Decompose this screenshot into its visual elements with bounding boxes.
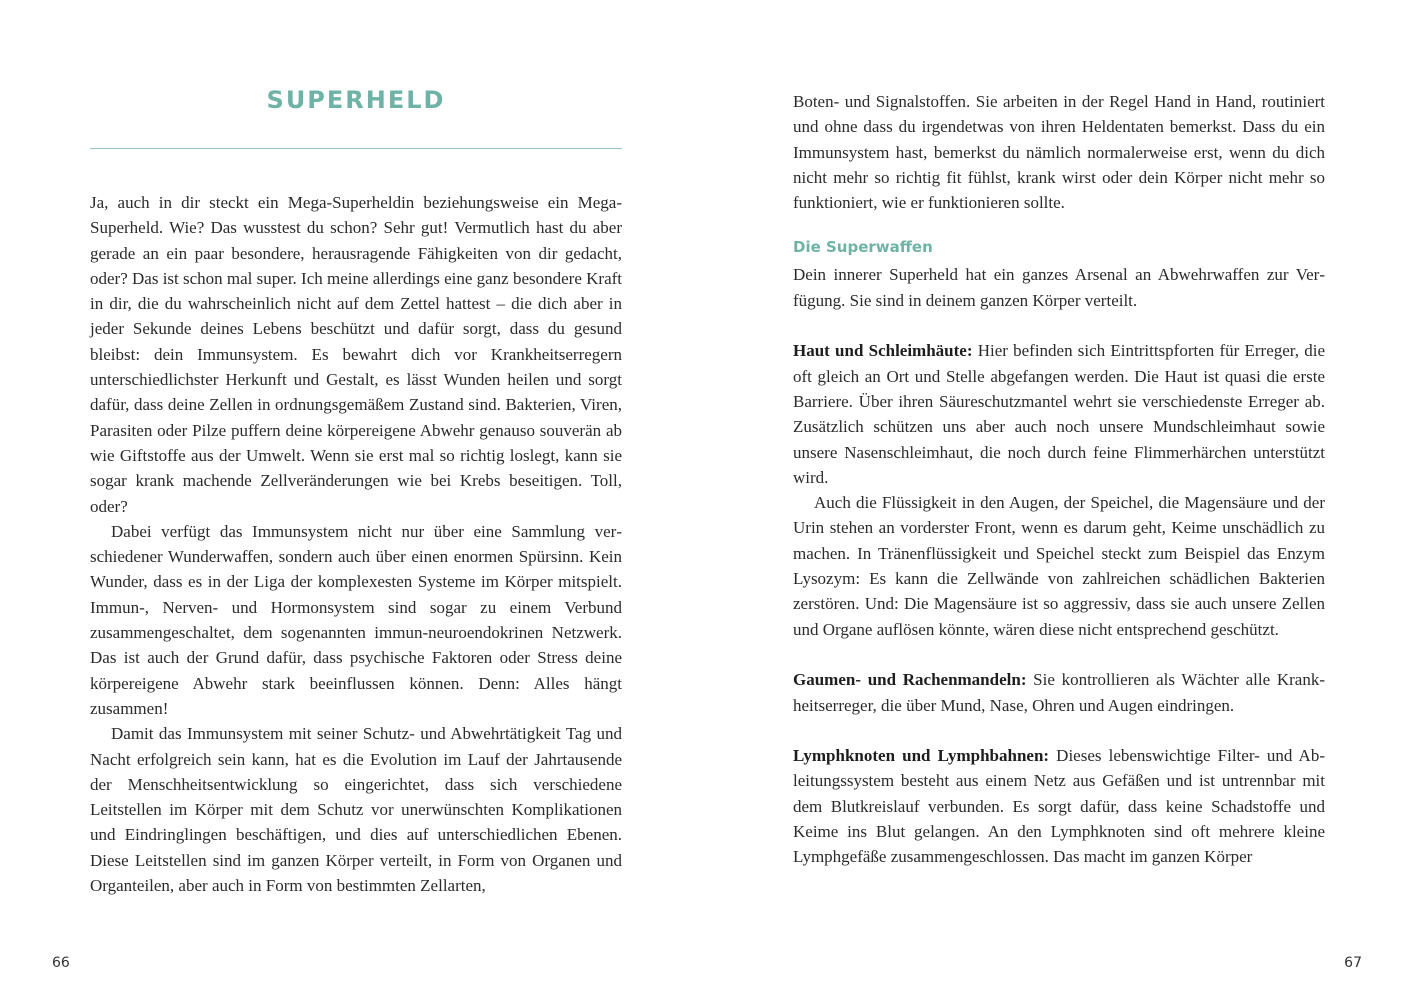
right-page [707,0,1414,1000]
definition-paragraph [793,338,1325,490]
definition-term: Lymphknoten und Lymphbahnen: [793,746,1050,766]
right-page-body [793,89,1325,870]
body-paragraph: Dabei verfügt das Immunsystem nicht nur über eine Sammlung verschiedener Wunderwaffen, sondern auch über einen enormen Spürsinn. Kein Wunder, dass es in der Liga der komplexesten Systeme im Körper mitspielt. Immun-, Nerven- und Hormonsystem sind sogar zu einem Verbund zusammengeschaltet, dem sogenannten immun-neuroendokrinen Netzwerk. Das ist auch der Grund dafür, dass psychische Faktoren oder Stress deine körpereigene Abwehr stark beeinflussen können. Denn: Alles hängt zusammen! [90,521,622,718]
body-paragraph: Boten- und Signalstoffen. Sie arbeiten in der Regel Hand in Hand, routiniert und ohne dass du irgendetwas von ihren Heldentaten bemerkst. Dass du ein Immunsystem hast, bemerkst du nämlich normalerweise erst, wenn du dich nicht mehr so richtig fit fühlst, krank wirst oder dein Körper nicht mehr so funktioniert, wie er funktionieren sollte. [793,92,1325,213]
definition-text: Dieses lebenswichtige Filter- und Ableitungssystem besteht aus einem Netz aus Gefäßen und ist untrennbar mit dem Blutkreislauf verbunden. Es sorgt dafür, dass keine Schadstoffe und Keime ins Blut gelangen. An den Lymphknoten sind oft mehrere kleine Lymphgefäße zusammengeschlossen. Das macht im ganzen Körper [793,746,1326,867]
title-divider [90,148,622,149]
body-paragraph: Dein innerer Superheld hat ein ganzes Arsenal an Abwehrwaffen zur Verfügung. Sie sind in deinem ganzen Körper verteilt. [793,265,1325,310]
definition-paragraph [793,743,1325,869]
section-subheading: Die Superwaffen [793,238,933,257]
definition-term: Haut und Schleimhäute: [793,341,973,361]
chapter-title: SUPERHELD [266,86,446,114]
left-page-body [90,190,622,898]
definition-text: Sie kontrollieren als Wächter alle Krankheitserreger, die über Mund, Nase, Ohren und Augen eindringen. [793,670,1325,715]
definition-term: Gaumen- und Rachenmandeln: [793,670,1027,690]
page-number-right: 67 [1344,955,1362,971]
body-paragraph: Damit das Immunsystem mit seiner Schutz- und Abwehrtätigkeit Tag und Nacht erfolgreich sein kann, hat es die Evolution im Lauf der Jahrtausende der Menschheitsentwicklung so eingerichtet, dass sich verschiedene Leitstellen im Körper mit dem Schutz vor unerwünschten Komplikationen und Eindringlingen beschäftigen, und dies auf unterschiedlichen Ebenen. Diese Leitstellen sind im ganzen Körper verteilt, in Form von Organen und Organteilen, aber auch in Form von bestimmten Zellarten, [90,724,622,896]
definition-paragraph [793,667,1325,718]
body-paragraph: Auch die Flüssigkeit in den Augen, der Speichel, die Magensäure und der Urin stehen an vorderster Front, wenn es darum geht, Keime unschädlich zu machen. In Tränenflüssigkeit und Speichel steckt zum Beispiel das Enzym Lysozym: Es kann die Zellwände von zahlreichen schädlichen Bakterien zerstören. Und: Die Magensäure ist so aggressiv, dass sie auch unsere Zellen und Organe auflösen könnte, wären diese nicht entsprechend geschützt. [793,493,1325,639]
body-paragraph: Ja, auch in dir steckt ein Mega-Superheldin beziehungsweise ein Mega-Superheld. Wie? Das wusstest du schon? Sehr gut! Vermutlich hast du aber gerade an ein paar besondere, herausragende Fähigkeiten von dir gedacht, oder? Das ist schon mal super. Ich meine allerdings eine ganz besondere Kraft in dir, die du wahrscheinlich nicht auf dem Zettel hattest – die dich aber in jeder Sekunde deines Lebens beschützt und dafür sorgt, dass du gesund bleibst: dein Immunsystem. Es bewahrt dich vor Krankheitserregern unterschiedlichster Herkunft und Gestalt, es lässt Wunden heilen und sorgt dafür, dass deine Zellen in ordnungsgemäßem Zustand sind. Bakterien, Viren, Parasiten oder Pilze puffern deine körpereigene Abwehr genauso souverän ab wie Giftstoffe aus der Umwelt. Wenn sie erst mal so richtig loslegt, kann sie sogar krank machende Zellveränderungen wie bei Krebs beseitigen. Toll, oder? [90,193,623,516]
page-number-left: 66 [52,955,70,971]
definition-text: Hier befinden sich Eintrittspforten für Erreger, die oft gleich an Ort und Stelle abgefangen werden. Die Haut ist quasi die erste Barriere. Über ihren Säureschutzmantel wehrt sie verschiedenste Erreger ab. Zusätzlich schützen uns aber auch noch unsere Mundschleimhaut sowie unsere Nasenschleimhaut, die noch durch feine Flimmerhärchen unterstützt wird. [793,341,1325,487]
